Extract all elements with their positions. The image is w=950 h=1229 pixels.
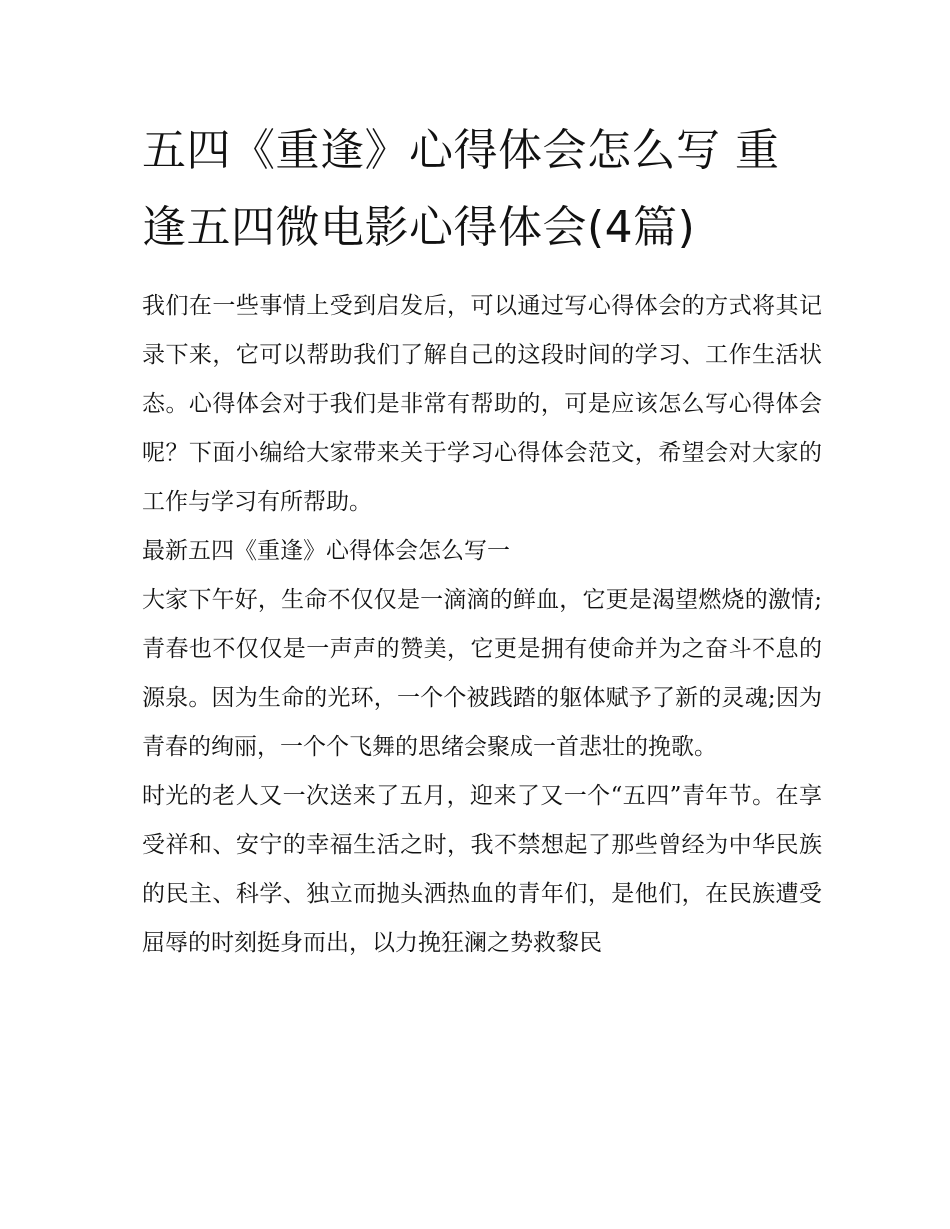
body-paragraph-1: 大家下午好，生命不仅仅是一滴滴的鲜血，它更是渴望燃烧的激情;青春也不仅仅是一声声的赞美，它更是拥有使命并为之奋斗不息的源泉。因为生命的光环，一个个被践踏的躯体赋予了新的灵魂;因为青春的绚丽，一个个飞舞的思绪会聚成一首悲壮的挽歌。 <box>142 587 822 760</box>
section-heading: 最新五四《重逢》心得体会怎么写一 <box>142 538 510 564</box>
body-paragraph-2: 时光的老人又一次送来了五月，迎来了又一个“五四”青年节。在享受祥和、安宁的幸福生活之时，我不禁想起了那些曾经为中华民族的民主、科学、独立而抛头洒热血的青年们，是他们，在民族遭受屈辱的时刻挺身而出，以力挽狂澜之势救黎民 <box>142 783 822 956</box>
intro-paragraph: 我们在一些事情上受到启发后，可以通过写心得体会的方式将其记录下来，它可以帮助我们了解自己的这段时间的学习、工作生活状态。心得体会对于我们是非常有帮助的，可是应该怎么写心得体会呢？下面小编给大家带来关于学习心得体会范文，希望会对大家的工作与学习有所帮助。 <box>142 293 822 515</box>
document-page <box>142 112 822 968</box>
document-title: 五四《重逢》心得体会怎么写 重逢五四微电影心得体会(4篇) <box>142 125 780 253</box>
